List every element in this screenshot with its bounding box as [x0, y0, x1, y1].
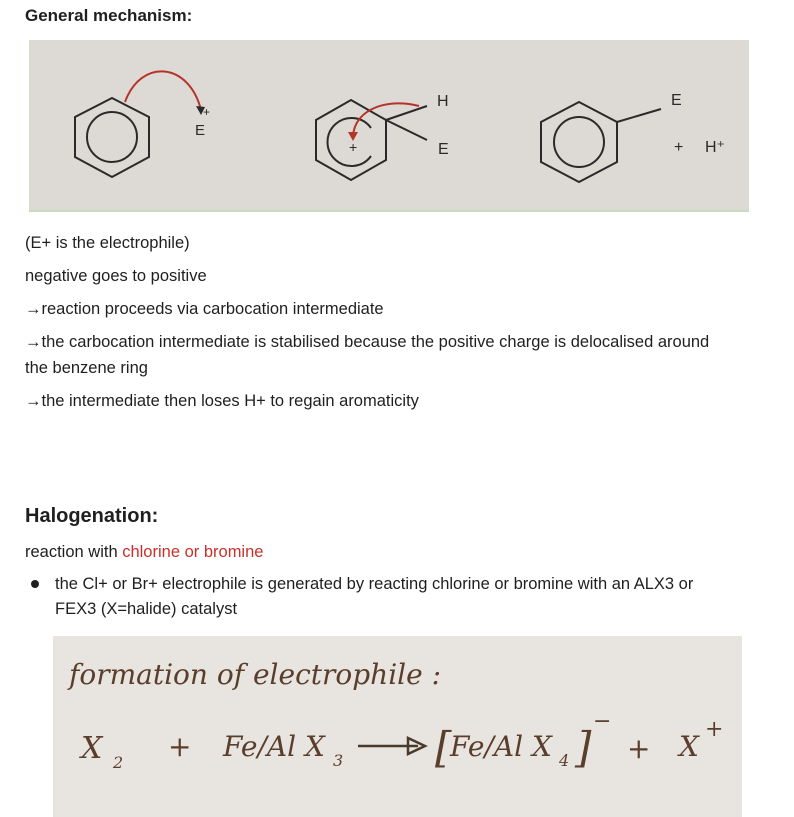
cation-charge: +: [705, 717, 724, 742]
bullet-line-1: the Cl+ or Br+ electrophile is generated by reacting chlorine or bromine with an ALX3 or: [55, 575, 694, 593]
intro-prefix: reaction with: [25, 543, 123, 561]
note-stabilised: →the carbocation intermediate is stabilised because the positive charge is delocalised around: [25, 333, 710, 351]
note-carbocation: →reaction proceeds via carbocation intermediate: [25, 300, 384, 318]
bullet-dot: [31, 580, 39, 588]
halogenation-title: Halogenation:: [25, 505, 159, 527]
intermediate-charge: +: [349, 139, 358, 155]
intro-highlight: chlorine or bromine: [122, 543, 264, 561]
product-plus: +: [674, 139, 684, 156]
electrophile-label: E: [195, 122, 206, 139]
intermediate-e-label: E: [438, 141, 449, 158]
note-negative-positive: negative goes to positive: [25, 267, 207, 285]
sigma-complex-ring: [316, 100, 427, 180]
complex-anion: Fe/Al X: [450, 730, 552, 763]
complex-charge: −: [593, 709, 612, 734]
benzene-ring-3: [541, 102, 661, 182]
mechanism-diagram-photo: [29, 40, 749, 212]
proton-label: H⁺: [705, 139, 725, 156]
curly-arrow-1: [125, 71, 201, 110]
handwritten-equation: [53, 636, 742, 817]
x2-subscript: 2: [113, 753, 124, 772]
note-electrophile: (E+ is the electrophile): [25, 234, 190, 252]
product-e-label: E: [671, 92, 682, 109]
reaction-arrow: [358, 738, 425, 754]
x2-symbol: X: [81, 731, 103, 766]
plus-sign-2: +: [627, 732, 651, 765]
bracket-left: [: [435, 723, 452, 772]
note-stabilised-cont: the benzene ring: [25, 359, 148, 377]
benzene-ring-1: [75, 98, 149, 177]
handwritten-heading: formation of electrophile :: [69, 658, 442, 691]
complex-subscript: 4: [559, 751, 570, 770]
plus-sign-1: +: [168, 730, 192, 763]
bracket-right: ]: [575, 723, 592, 772]
mechanism-diagram: [29, 40, 749, 212]
catalyst-subscript: 3: [333, 751, 344, 770]
note-loses-proton: →the intermediate then loses H+ to regain aromaticity: [25, 392, 419, 410]
electrophile-charge: +: [203, 105, 211, 119]
general-mechanism-title: General mechanism:: [25, 6, 193, 25]
bullet-item: [55, 572, 755, 622]
hydrogen-label: H: [437, 93, 449, 110]
handwritten-note-photo: [53, 636, 742, 817]
halogen-cation: X: [679, 730, 699, 763]
halogenation-intro: [25, 539, 263, 565]
catalyst: Fe/Al X: [223, 730, 325, 763]
bullet-line-2: FEX3 (X=halide) catalyst: [55, 600, 238, 618]
